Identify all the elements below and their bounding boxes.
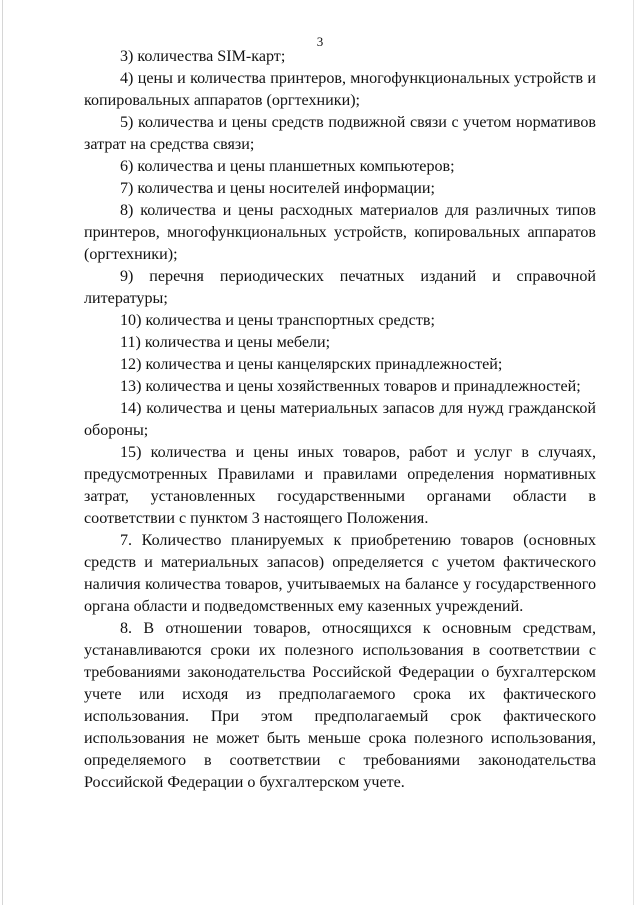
section-paragraph-8: 8. В отношении товаров, относящихся к основным средствам, устанавливаются сроки их полезного использования в соответствии с требованиями законодательства Российской Федерации о бухгалтерском учете или исходя из предполагаемого срока их фактического использования. При этом предполагаемый срок фактического использования не может быть меньше срока полезного использования, определяемого в соответствии с требованиями законодательства Российской Федерации о бухгалтерском учете. [84,620,596,791]
list-item-4: 4) цены и количества принтеров, многофункциональных устройств и копировальных аппаратов (оргтехники); [84,70,596,109]
list-item-3: 3) количества SIM-карт; [120,48,286,65]
list-item-9: 9) перечня периодических печатных изданий и справочной литературы; [84,268,596,307]
list-item-12: 12) количества и цены канцелярских принадлежностей; [120,356,503,373]
list-item-5: 5) количества и цены средств подвижной связи с учетом нормативов затрат на средства связи; [84,114,596,153]
section-paragraph-7: 7. Количество планируемых к приобретению товаров (основных средств и материальных запасов) определяется с учетом фактического наличия количества товаров, учитываемых на балансе у государственного органа области и подведомственных ему казенных учреждений. [84,532,596,615]
list-item-6: 6) количества и цены планшетных компьютеров; [120,158,455,175]
scan-edge-left [2,0,3,905]
list-item-11: 11) количества и цены мебели; [120,334,331,351]
page-number: 3 [316,34,324,49]
list-item-7: 7) количества и цены носителей информации; [120,180,435,197]
document-body [84,46,596,794]
list-item-13: 13) количества и цены хозяйственных товаров и принадлежностей; [120,378,581,395]
list-item-14: 14) количества и цены материальных запасов для нужд гражданской обороны; [84,400,596,439]
scan-edge-right [633,0,634,905]
list-item-8: 8) количества и цены расходных материалов для различных типов принтеров, многофункциональных устройств, копировальных аппаратов (оргтехники); [84,202,596,263]
list-item-10: 10) количества и цены транспортных средств; [120,312,435,329]
list-item-15: 15) количества и цены иных товаров, работ и услуг в случаях, предусмотренных Правилами и правилами определения нормативных затрат, установленных государственными органами области в соответствии с пунктом 3 настоящего Положения. [84,444,596,527]
